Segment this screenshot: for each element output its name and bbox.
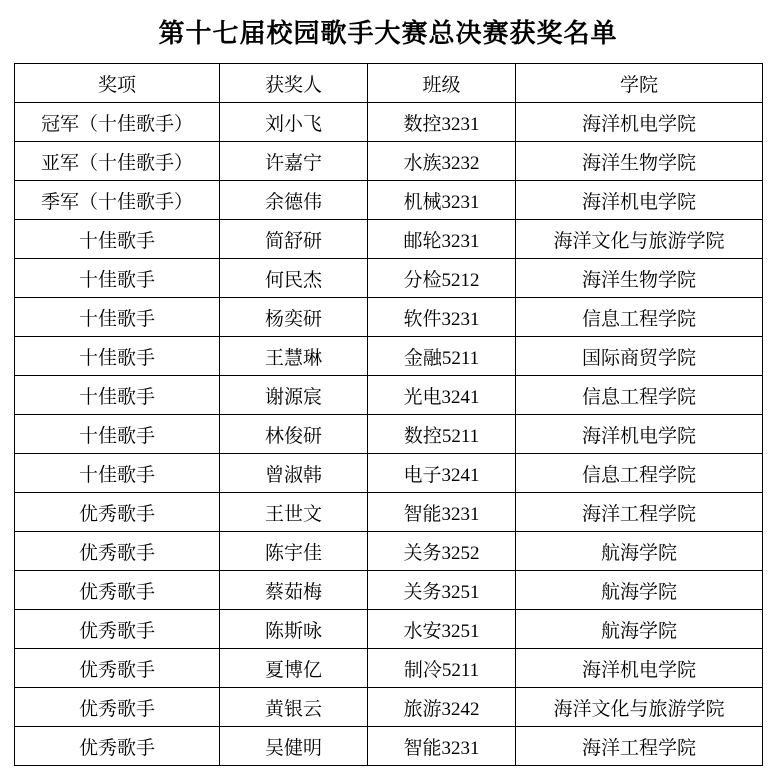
- cell-college: 航海学院: [516, 610, 763, 649]
- cell-college: 航海学院: [516, 532, 763, 571]
- cell-winner: 谢源宸: [220, 376, 368, 415]
- cell-award: 十佳歌手: [15, 259, 220, 298]
- cell-class: 关务3251: [368, 571, 516, 610]
- table-row: [15, 532, 763, 571]
- table-row: [15, 571, 763, 610]
- cell-award: 十佳歌手: [15, 376, 220, 415]
- cell-college: 信息工程学院: [516, 454, 763, 493]
- column-header-college: 学院: [516, 64, 763, 103]
- cell-winner: 余德伟: [220, 181, 368, 220]
- table-row: [15, 493, 763, 532]
- cell-college: 海洋机电学院: [516, 103, 763, 142]
- cell-college: 航海学院: [516, 571, 763, 610]
- table-row: [15, 727, 763, 766]
- cell-winner: 吴健明: [220, 727, 368, 766]
- table-row: [15, 415, 763, 454]
- cell-college: 海洋文化与旅游学院: [516, 220, 763, 259]
- cell-class: 智能3231: [368, 493, 516, 532]
- cell-class: 旅游3242: [368, 688, 516, 727]
- cell-award: 优秀歌手: [15, 571, 220, 610]
- cell-winner: 刘小飞: [220, 103, 368, 142]
- award-list-table: [14, 63, 763, 766]
- cell-college: 海洋生物学院: [516, 142, 763, 181]
- cell-class: 邮轮3231: [368, 220, 516, 259]
- cell-class: 数控3231: [368, 103, 516, 142]
- table-row: [15, 454, 763, 493]
- cell-college: 信息工程学院: [516, 298, 763, 337]
- cell-winner: 曾淑韩: [220, 454, 368, 493]
- cell-winner: 陈宇佳: [220, 532, 368, 571]
- cell-class: 水安3251: [368, 610, 516, 649]
- cell-winner: 王世文: [220, 493, 368, 532]
- cell-class: 金融5211: [368, 337, 516, 376]
- cell-college: 海洋生物学院: [516, 259, 763, 298]
- table-row: [15, 142, 763, 181]
- cell-award: 优秀歌手: [15, 493, 220, 532]
- cell-college: 海洋机电学院: [516, 181, 763, 220]
- table-row: [15, 298, 763, 337]
- cell-winner: 夏博亿: [220, 649, 368, 688]
- column-header-class: 班级: [368, 64, 516, 103]
- table-header-row: [15, 64, 763, 103]
- table-row: [15, 103, 763, 142]
- cell-winner: 简舒研: [220, 220, 368, 259]
- cell-class: 智能3231: [368, 727, 516, 766]
- cell-college: 海洋文化与旅游学院: [516, 688, 763, 727]
- cell-award: 优秀歌手: [15, 532, 220, 571]
- cell-college: 国际商贸学院: [516, 337, 763, 376]
- cell-class: 水族3232: [368, 142, 516, 181]
- cell-award: 季军（十佳歌手）: [15, 181, 220, 220]
- cell-class: 关务3252: [368, 532, 516, 571]
- cell-college: 海洋机电学院: [516, 415, 763, 454]
- page-title: 第十七届校园歌手大赛总决赛获奖名单: [158, 19, 618, 48]
- cell-award: 优秀歌手: [15, 727, 220, 766]
- table-row: [15, 337, 763, 376]
- cell-winner: 何民杰: [220, 259, 368, 298]
- cell-award: 十佳歌手: [15, 337, 220, 376]
- cell-award: 优秀歌手: [15, 649, 220, 688]
- cell-award: 冠军（十佳歌手）: [15, 103, 220, 142]
- cell-class: 数控5211: [368, 415, 516, 454]
- cell-winner: 许嘉宁: [220, 142, 368, 181]
- cell-award: 优秀歌手: [15, 688, 220, 727]
- cell-award: 十佳歌手: [15, 454, 220, 493]
- cell-award: 优秀歌手: [15, 610, 220, 649]
- table-row: [15, 610, 763, 649]
- cell-winner: 陈斯咏: [220, 610, 368, 649]
- table-row: [15, 220, 763, 259]
- cell-class: 软件3231: [368, 298, 516, 337]
- cell-winner: 蔡茹梅: [220, 571, 368, 610]
- cell-college: 海洋机电学院: [516, 649, 763, 688]
- cell-award: 十佳歌手: [15, 298, 220, 337]
- table-row: [15, 259, 763, 298]
- cell-college: 海洋工程学院: [516, 727, 763, 766]
- cell-class: 机械3231: [368, 181, 516, 220]
- cell-college: 海洋工程学院: [516, 493, 763, 532]
- table-row: [15, 376, 763, 415]
- column-header-award: 奖项: [15, 64, 220, 103]
- cell-winner: 王慧琳: [220, 337, 368, 376]
- cell-award: 十佳歌手: [15, 220, 220, 259]
- cell-award: 十佳歌手: [15, 415, 220, 454]
- cell-college: 信息工程学院: [516, 376, 763, 415]
- cell-class: 光电3241: [368, 376, 516, 415]
- cell-winner: 黄银云: [220, 688, 368, 727]
- table-row: [15, 181, 763, 220]
- column-header-winner: 获奖人: [220, 64, 368, 103]
- table-row: [15, 688, 763, 727]
- cell-class: 分检5212: [368, 259, 516, 298]
- cell-class: 电子3241: [368, 454, 516, 493]
- cell-winner: 杨奕研: [220, 298, 368, 337]
- cell-class: 制冷5211: [368, 649, 516, 688]
- cell-winner: 林俊研: [220, 415, 368, 454]
- table-row: [15, 649, 763, 688]
- cell-award: 亚军（十佳歌手）: [15, 142, 220, 181]
